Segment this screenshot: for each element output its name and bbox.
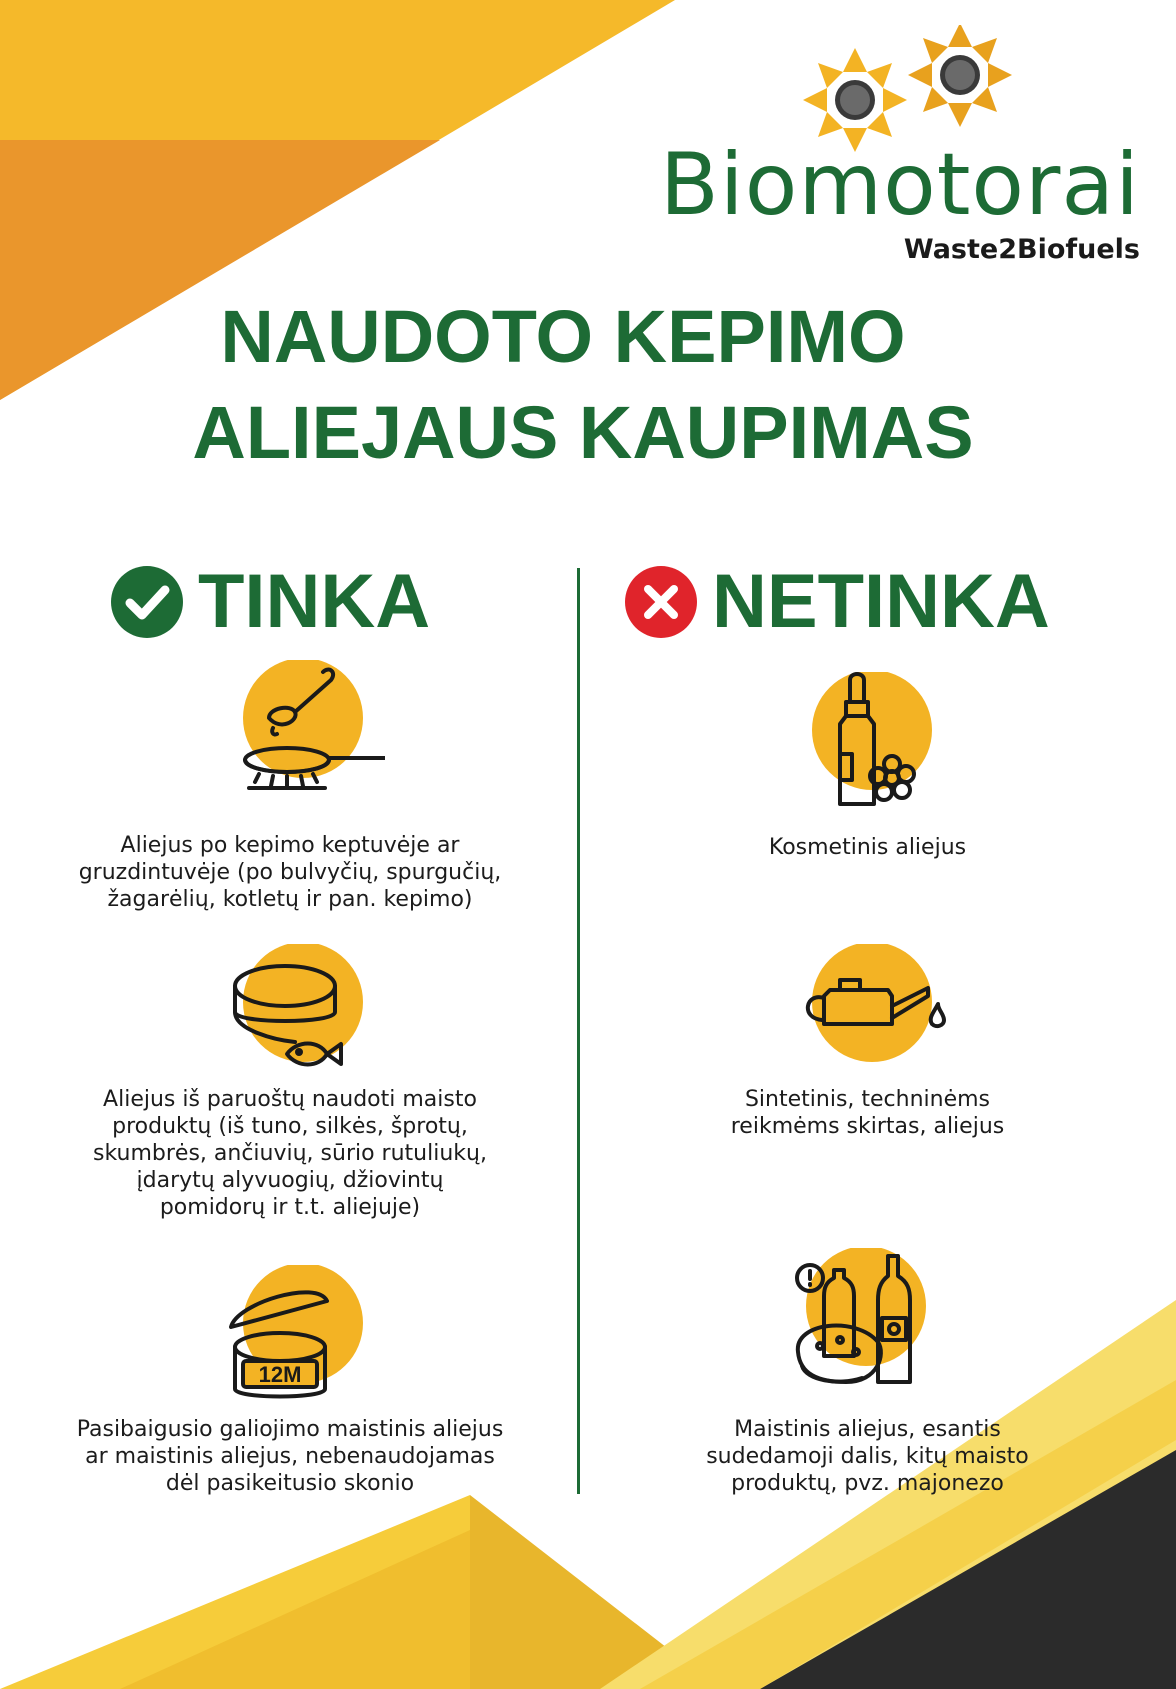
column-divider [577, 568, 580, 1494]
fish-can-icon [225, 944, 385, 1104]
suitable-item-1-text: Aliejus po kepimo keptuvėje ar gruzdintuvėje (po bulvyčių, spurgučių, žagarėlių, kotletų ir pan. kepimo) [78, 833, 502, 912]
frying-pan-ladle-icon [225, 660, 385, 820]
expired-jar-icon [225, 1265, 385, 1425]
suitable-heading-label: TINKA [198, 559, 431, 644]
suitable-item-2-text: Aliejus iš paruoštų naudoti maisto produktų (iš tuno, silkės, šprotų, skumbrės, ančiuvių, sūrio rutuliukų, įdarytų alyvuogių, džiovintų pomidorų ir t.t. aliejuje) [93, 1087, 487, 1220]
page-title-line-2: ALIEJAUS KAUPIMAS [192, 391, 974, 474]
food-products-icon [790, 1248, 950, 1408]
unsuitable-heading-label: NETINKA [712, 559, 1050, 644]
cosmetic-oil-bottle-icon [800, 672, 960, 832]
unsuitable-item-1-text: Kosmetinis aliejus [768, 835, 967, 860]
suitable-item-3-text: Pasibaigusio galiojimo maistinis aliejus ar maistinis aliejus, nebenaudojamas dėl pasikeitusio skonio [76, 1417, 504, 1496]
check-icon [110, 565, 184, 639]
brand-tagline: Waste2Biofuels [903, 234, 1140, 265]
expiry-badge: 12M [258, 1362, 302, 1387]
oil-can-icon [800, 944, 960, 1104]
cross-icon [624, 565, 698, 639]
suitable-heading [110, 559, 431, 644]
page-title-line-1: NAUDOTO KEPIMO [220, 295, 906, 378]
unsuitable-item-2-text: Sintetinis, techninėms reikmėms skirtas, aliejus [730, 1087, 1005, 1139]
unsuitable-item-3-text: Maistinis aliejus, esantis sudedamoji dalis, kitų maisto produktų, pvz. majonezo [706, 1417, 1029, 1496]
unsuitable-heading [624, 559, 1050, 644]
brand-name: Biomotorai [659, 135, 1140, 235]
